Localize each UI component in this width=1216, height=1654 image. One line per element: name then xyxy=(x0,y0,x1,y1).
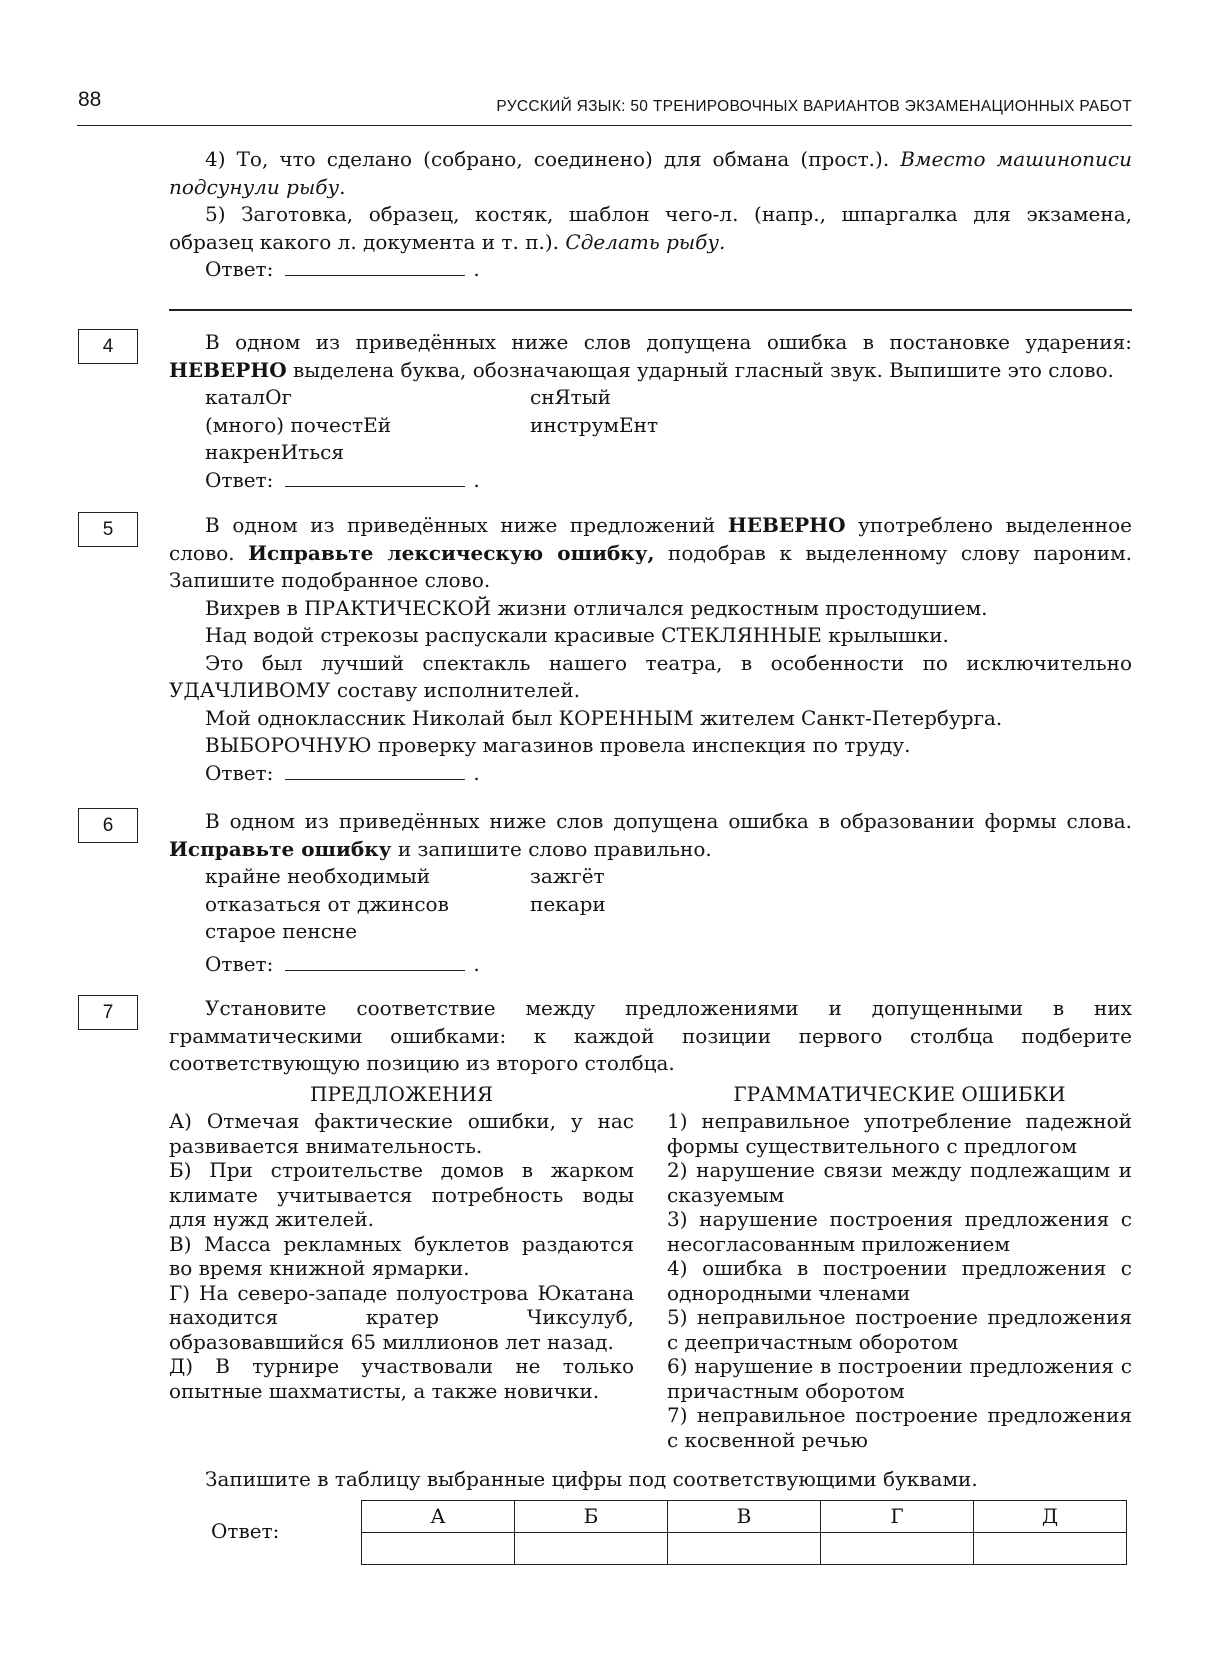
error-item: 7) неправильное построение предложения с косвенной речью xyxy=(667,1403,1132,1452)
task-5: В одном из приведённых ниже предложений НЕВЕРНО употреблено выделенное слово. Исправьте лексическую ошибку, подобрав к выделенному слову пароним. Запишите подобранное слово. Вихрев в ПРАКТИЧЕСКОЙ жизни отличался редкостным простодушием. Над водой стрекозы распускали красивые СТЕКЛЯННЫЕ крылышки. Это был лучший спектакль нашего театра, в особенности по исключительно УДАЧЛИВОМУ составу исполнителей. Мой одноклассник Николай был КОРЕННЫМ жителем Санкт-Петербурга. ВЫБОРОЧНУЮ проверку магазинов провела инспекция по труду. Ответ: . xyxy=(169,513,1133,785)
error-item: 5) неправильное построение предложения с деепричастным оборотом xyxy=(667,1305,1132,1354)
top-continuation xyxy=(169,146,1132,284)
table-header-cell: Д xyxy=(974,1501,1127,1533)
word-item: крайне необходимый xyxy=(205,864,431,888)
task-number-5: 5 xyxy=(78,512,138,547)
table-header-cell: Г xyxy=(821,1501,974,1533)
sentence-item: ВЫБОРОЧНУЮ проверку магазинов провела инспекция по труду. xyxy=(205,733,911,757)
sentence-item: Мой одноклассник Николай был КОРЕННЫМ жителем Санкт-Петербурга. xyxy=(205,705,1003,730)
sentence-item: Вихрев в ПРАКТИЧЕСКОЙ жизни отличался редкостным простодушием. xyxy=(205,595,988,620)
definition-4: 4) То, что сделано (собрано, соединено) для обмана (прост.). Вместо машинописи подсунули рыбу. xyxy=(169,147,1132,199)
word-item: каталОг xyxy=(205,385,292,409)
task-5-text: В одном из приведённых ниже предложений НЕВЕРНО употреблено выделенное слово. Исправьте лексическую ошибку, подобрав к выделенному слову пароним. Запишите подобранное слово. xyxy=(169,513,1133,592)
errors-column xyxy=(667,1082,1132,1453)
section-separator xyxy=(169,309,1132,311)
sentence-item: Б) При строительстве домов в жарком климате учитывается потребность воды для нужд жителей. xyxy=(169,1158,634,1231)
table-header-cell: В xyxy=(668,1501,821,1533)
page-number: 88 xyxy=(78,88,102,111)
task-4-answer: Ответ: . xyxy=(205,468,480,492)
task-6-words-col2 xyxy=(530,863,606,918)
answer-cell-g[interactable] xyxy=(821,1533,974,1565)
error-item: 3) нарушение построения предложения с несогласованным приложением xyxy=(667,1207,1132,1256)
task-4 xyxy=(169,329,1132,384)
error-item: 2) нарушение связи между подлежащим и сказуемым xyxy=(667,1158,1132,1207)
sentences-heading: ПРЕДЛОЖЕНИЯ xyxy=(310,1081,493,1106)
table-header-cell: Б xyxy=(515,1501,668,1533)
answer-table-header xyxy=(362,1501,1127,1533)
sentence-item: Это был лучший спектакль нашего театра, в особенности по исключительно УДАЧЛИВОМУ составу исполнителей. xyxy=(169,650,1132,702)
word-item: пекари xyxy=(530,891,606,916)
task-6 xyxy=(169,808,1132,863)
table-answer-label: Ответ: xyxy=(211,1519,280,1543)
answer-cell-d[interactable] xyxy=(974,1533,1127,1565)
answer-cell-b[interactable] xyxy=(515,1533,668,1565)
answer-line: Ответ: . xyxy=(205,257,480,281)
task-6-words-col1 xyxy=(205,863,449,946)
answer-cell-a[interactable] xyxy=(362,1533,515,1565)
answer-field[interactable] xyxy=(285,467,465,487)
sentence-item: Над водой стрекозы распускали красивые СТЕКЛЯННЫЕ крылышки. xyxy=(205,623,949,647)
error-item: 1) неправильное употребление падежной формы существительного с предлогом xyxy=(667,1109,1132,1158)
answer-cell-v[interactable] xyxy=(668,1533,821,1565)
table-header-cell: А xyxy=(362,1501,515,1533)
task-7-text: Установите соответствие между предложениями и допущенными в них грамматическими ошибками: к каждой позиции первого столбца подберите соответствующую позицию из второго столбца. xyxy=(169,996,1132,1075)
word-item: отказаться от джинсов xyxy=(205,891,449,916)
task-4-words-col2 xyxy=(530,384,658,439)
answer-table xyxy=(361,1500,1127,1565)
answer-field[interactable] xyxy=(285,760,465,780)
sentence-item: В) Масса рекламных буклетов раздаются во время книжной ярмарки. xyxy=(169,1231,634,1280)
word-item: (много) почестЕй xyxy=(205,412,392,437)
sentence-item: Д) В турнире участвовали не только опытные шахматисты, а также новички. xyxy=(169,1354,634,1403)
word-item: зажгёт xyxy=(530,864,605,888)
task-number-6: 6 xyxy=(78,808,138,843)
sentence-item: А) Отмечая фактические ошибки, у нас развивается внимательность. xyxy=(169,1109,634,1158)
header-rule xyxy=(77,125,1132,126)
task-4-words-col1 xyxy=(205,384,391,467)
answer-table-row xyxy=(362,1533,1127,1565)
error-item: 4) ошибка в построении предложения с однородными членами xyxy=(667,1256,1132,1305)
word-item: накренИться xyxy=(205,440,344,464)
word-item: снЯтый xyxy=(530,385,611,409)
table-instruction: Запишите в таблицу выбранные цифры под соответствующими буквами. xyxy=(205,1467,978,1491)
task-6-answer: Ответ: . xyxy=(205,952,480,976)
task-6-text: В одном из приведённых ниже слов допущена ошибка в образовании формы слова. Исправьте ошибку и запишите слово правильно. xyxy=(169,809,1132,861)
word-item: инструмЕнт xyxy=(530,412,659,437)
answer-field[interactable] xyxy=(285,256,465,276)
errors-heading: ГРАММАТИЧЕСКИЕ ОШИБКИ xyxy=(733,1081,1066,1106)
task-7-columns xyxy=(169,1082,1132,1453)
task-number-7: 7 xyxy=(78,995,138,1030)
task-7 xyxy=(169,995,1132,1452)
answer-field[interactable] xyxy=(285,951,465,971)
running-header: РУССКИЙ ЯЗЫК: 50 ТРЕНИРОВОЧНЫХ ВАРИАНТОВ ЭКЗАМЕНАЦИОННЫХ РАБОТ xyxy=(496,98,1132,115)
task-number-4: 4 xyxy=(78,329,138,364)
error-item: 6) нарушение в построении предложения с причастным оборотом xyxy=(667,1354,1132,1403)
task-4-text: В одном из приведённых ниже слов допущена ошибка в постановке ударения: НЕВЕРНО выделена буква, обозначающая ударный гласный звук. Выпишите это слово. xyxy=(169,330,1132,382)
sentence-item: Г) На северо-западе полуострова Юкатана находится кратер Чиксулуб, образовавшийся 65 миллионов лет назад. xyxy=(169,1280,634,1354)
definition-5: 5) Заготовка, образец, костяк, шаблон чего-л. (напр., шпаргалка для экзамена, образец какого л. документа и т. п.). Сделать рыбу. xyxy=(169,202,1132,254)
word-item: старое пенсне xyxy=(205,919,358,943)
sentences-column xyxy=(169,1082,634,1453)
